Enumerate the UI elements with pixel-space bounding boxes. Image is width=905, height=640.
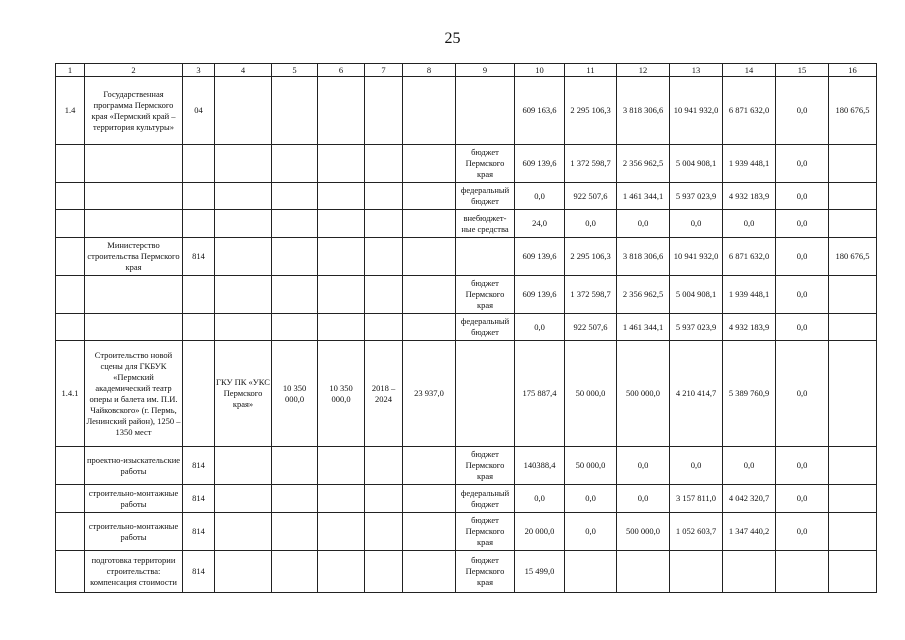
table-cell: 609 139,6: [515, 145, 565, 183]
table-cell: [56, 276, 85, 314]
table-cell: [365, 77, 403, 145]
table-cell: Строительство новой сцены для ГКБУК «Пермский академический театр оперы и балета им. П.И. Чайковского» (г. Пермь, Ленинский район), 1250 – 1350 мест: [85, 341, 183, 447]
table-cell: [215, 513, 272, 551]
table-cell: [56, 210, 85, 238]
table-cell: 0,0: [565, 513, 617, 551]
table-cell: 609 139,6: [515, 238, 565, 276]
table-cell: [403, 447, 456, 485]
table-cell: [85, 276, 183, 314]
table-cell: [272, 485, 318, 513]
table-cell: [365, 314, 403, 341]
table-cell: [829, 183, 877, 210]
table-cell: 0,0: [723, 447, 776, 485]
table-cell: 5 004 908,1: [670, 276, 723, 314]
table-cell: [56, 485, 85, 513]
table-cell: 3 818 306,6: [617, 77, 670, 145]
table-cell: федеральный бюджет: [456, 183, 515, 210]
column-header-9: 9: [456, 64, 515, 77]
table-cell: 0,0: [670, 447, 723, 485]
table-cell: [56, 513, 85, 551]
column-header-10: 10: [515, 64, 565, 77]
table-cell: [403, 210, 456, 238]
table-cell: 4 210 414,7: [670, 341, 723, 447]
table-cell: [272, 183, 318, 210]
table-cell: [318, 276, 365, 314]
table-row: [56, 145, 877, 183]
table-cell: [318, 238, 365, 276]
table-cell: [272, 238, 318, 276]
table-cell: [670, 551, 723, 593]
column-header-row: [56, 64, 877, 77]
table-cell: 1.4: [56, 77, 85, 145]
table-cell: [403, 485, 456, 513]
table-cell: [56, 314, 85, 341]
table-cell: подготовка территории строительства: компенсация стоимости: [85, 551, 183, 593]
table-cell: бюджет Пермского края: [456, 551, 515, 593]
table-cell: [318, 77, 365, 145]
table-cell: [403, 513, 456, 551]
table-cell: 2 295 106,3: [565, 77, 617, 145]
table-cell: 0,0: [723, 210, 776, 238]
table-cell: [565, 551, 617, 593]
table-cell: 0,0: [565, 210, 617, 238]
table-cell: [829, 210, 877, 238]
table-cell: [829, 314, 877, 341]
table-cell: 6 871 632,0: [723, 77, 776, 145]
table-cell: [456, 77, 515, 145]
table-cell: [215, 276, 272, 314]
table-cell: [403, 183, 456, 210]
table-cell: 922 507,6: [565, 183, 617, 210]
column-header-4: 4: [215, 64, 272, 77]
table-cell: [403, 551, 456, 593]
table-row: [56, 276, 877, 314]
table-row: [56, 447, 877, 485]
table-cell: [215, 485, 272, 513]
column-header-12: 12: [617, 64, 670, 77]
table-cell: ГКУ ПК «УКС Пермского края»: [215, 341, 272, 447]
budget-table: [55, 63, 877, 593]
table-cell: 4 932 183,9: [723, 314, 776, 341]
table-cell: [403, 314, 456, 341]
table-cell: 5 004 908,1: [670, 145, 723, 183]
table-cell: 0,0: [617, 447, 670, 485]
table-cell: 2 356 962,5: [617, 145, 670, 183]
table-cell: 4 042 320,7: [723, 485, 776, 513]
table-cell: 0,0: [617, 485, 670, 513]
table-cell: 814: [183, 447, 215, 485]
table-cell: 1 052 603,7: [670, 513, 723, 551]
table-cell: 50 000,0: [565, 341, 617, 447]
table-cell: [365, 485, 403, 513]
table-cell: [318, 183, 365, 210]
table-cell: 10 350 000,0: [272, 341, 318, 447]
table-cell: [318, 485, 365, 513]
table-cell: федеральный бюджет: [456, 485, 515, 513]
table-cell: [272, 314, 318, 341]
table-cell: [318, 551, 365, 593]
table-cell: 140388,4: [515, 447, 565, 485]
table-cell: 0,0: [776, 341, 829, 447]
table-cell: [215, 238, 272, 276]
table-cell: [365, 210, 403, 238]
column-header-15: 15: [776, 64, 829, 77]
table-cell: 1 461 344,1: [617, 314, 670, 341]
table-cell: [365, 238, 403, 276]
table-cell: [365, 551, 403, 593]
table-cell: [215, 551, 272, 593]
table-cell: [365, 145, 403, 183]
table-cell: [365, 447, 403, 485]
table-cell: [403, 276, 456, 314]
table-cell: 500 000,0: [617, 513, 670, 551]
table-cell: [723, 551, 776, 593]
table-row: [56, 314, 877, 341]
table-cell: 814: [183, 238, 215, 276]
table-cell: 6 871 632,0: [723, 238, 776, 276]
table-cell: 4 932 183,9: [723, 183, 776, 210]
table-cell: 814: [183, 551, 215, 593]
table-cell: 814: [183, 485, 215, 513]
column-header-5: 5: [272, 64, 318, 77]
table-cell: строительно-монтажные работы: [85, 485, 183, 513]
table-cell: 1.4.1: [56, 341, 85, 447]
table-cell: 175 887,4: [515, 341, 565, 447]
table-cell: [272, 276, 318, 314]
table-cell: 0,0: [776, 447, 829, 485]
table-cell: 10 941 932,0: [670, 238, 723, 276]
table-cell: [183, 183, 215, 210]
table-cell: [215, 145, 272, 183]
table-cell: [318, 145, 365, 183]
table-cell: [318, 513, 365, 551]
table-cell: 1 461 344,1: [617, 183, 670, 210]
column-header-2: 2: [85, 64, 183, 77]
table-cell: 2018 – 2024: [365, 341, 403, 447]
table-cell: 0,0: [515, 314, 565, 341]
table-cell: 0,0: [776, 183, 829, 210]
table-cell: [829, 145, 877, 183]
table-cell: [456, 341, 515, 447]
table-cell: [183, 210, 215, 238]
table-cell: 04: [183, 77, 215, 145]
table-cell: [272, 77, 318, 145]
table-cell: 609 139,6: [515, 276, 565, 314]
table-cell: [183, 341, 215, 447]
table-cell: [365, 513, 403, 551]
table-cell: бюджет Пермского края: [456, 513, 515, 551]
table-row: [56, 238, 877, 276]
table-cell: 2 295 106,3: [565, 238, 617, 276]
table-cell: [456, 238, 515, 276]
table-cell: [56, 145, 85, 183]
column-header-6: 6: [318, 64, 365, 77]
table-cell: бюджет Пермского края: [456, 447, 515, 485]
table-cell: 0,0: [515, 183, 565, 210]
table-cell: [829, 551, 877, 593]
table-cell: 922 507,6: [565, 314, 617, 341]
table-cell: 1 372 598,7: [565, 276, 617, 314]
table-cell: [85, 210, 183, 238]
table-cell: [403, 77, 456, 145]
table-row: [56, 77, 877, 145]
table-cell: 15 499,0: [515, 551, 565, 593]
table-cell: 180 676,5: [829, 238, 877, 276]
table-cell: 1 939 448,1: [723, 276, 776, 314]
table-cell: 609 163,6: [515, 77, 565, 145]
table-cell: [403, 145, 456, 183]
table-cell: [215, 183, 272, 210]
table-cell: 0,0: [776, 77, 829, 145]
table-cell: [183, 276, 215, 314]
table-cell: 500 000,0: [617, 341, 670, 447]
table-cell: 5 389 760,9: [723, 341, 776, 447]
table-cell: [183, 145, 215, 183]
column-header-16: 16: [829, 64, 877, 77]
table-cell: строительно-монтажные работы: [85, 513, 183, 551]
table-cell: 10 350 000,0: [318, 341, 365, 447]
table-cell: 0,0: [617, 210, 670, 238]
column-header-1: 1: [56, 64, 85, 77]
table-cell: [215, 447, 272, 485]
table-cell: [365, 183, 403, 210]
table-cell: 0,0: [776, 145, 829, 183]
table-row: [56, 210, 877, 238]
table-cell: бюджет Пермского края: [456, 145, 515, 183]
table-row: [56, 513, 877, 551]
table-cell: [215, 77, 272, 145]
table-cell: 1 939 448,1: [723, 145, 776, 183]
table-cell: [56, 551, 85, 593]
table-cell: 20 000,0: [515, 513, 565, 551]
table-cell: [272, 551, 318, 593]
table-cell: [829, 485, 877, 513]
table-cell: 0,0: [776, 485, 829, 513]
column-header-3: 3: [183, 64, 215, 77]
table-cell: 0,0: [776, 210, 829, 238]
table-cell: 0,0: [776, 513, 829, 551]
table-cell: 3 157 811,0: [670, 485, 723, 513]
table-cell: Министерство строительства Пермского края: [85, 238, 183, 276]
table-cell: проектно-изыскательские работы: [85, 447, 183, 485]
table-cell: [85, 145, 183, 183]
table-cell: 0,0: [776, 238, 829, 276]
table-cell: [318, 314, 365, 341]
table-cell: [272, 145, 318, 183]
table-cell: 0,0: [776, 276, 829, 314]
table-cell: 1 347 440,2: [723, 513, 776, 551]
table-cell: [776, 551, 829, 593]
table-cell: 2 356 962,5: [617, 276, 670, 314]
table-cell: [215, 210, 272, 238]
table-cell: [272, 210, 318, 238]
table-cell: [829, 513, 877, 551]
table-cell: [272, 513, 318, 551]
table-cell: [318, 210, 365, 238]
table-cell: 5 937 023,9: [670, 314, 723, 341]
table-cell: [318, 447, 365, 485]
table-cell: [403, 238, 456, 276]
table-cell: [215, 314, 272, 341]
table-cell: [56, 183, 85, 210]
table-cell: бюджет Пермского края: [456, 276, 515, 314]
table-cell: [829, 447, 877, 485]
column-header-7: 7: [365, 64, 403, 77]
table-cell: [85, 314, 183, 341]
table-cell: [85, 183, 183, 210]
table-cell: [617, 551, 670, 593]
column-header-8: 8: [403, 64, 456, 77]
column-header-11: 11: [565, 64, 617, 77]
table-cell: 3 818 306,6: [617, 238, 670, 276]
table-cell: [829, 341, 877, 447]
table-cell: 23 937,0: [403, 341, 456, 447]
table-cell: внебюджет-ные средства: [456, 210, 515, 238]
table-cell: Государственная программа Пермского края «Пермский край – территория культуры»: [85, 77, 183, 145]
column-header-14: 14: [723, 64, 776, 77]
column-header-13: 13: [670, 64, 723, 77]
page-number: 25: [444, 30, 461, 47]
table-cell: 0,0: [515, 485, 565, 513]
table-cell: [829, 276, 877, 314]
table-cell: 814: [183, 513, 215, 551]
table-cell: [56, 447, 85, 485]
table-cell: 180 676,5: [829, 77, 877, 145]
table-cell: 0,0: [670, 210, 723, 238]
table-cell: 1 372 598,7: [565, 145, 617, 183]
table-cell: 0,0: [776, 314, 829, 341]
table-cell: [56, 238, 85, 276]
table-cell: [272, 447, 318, 485]
table-cell: федеральный бюджет: [456, 314, 515, 341]
table-cell: 24,0: [515, 210, 565, 238]
table-cell: 10 941 932,0: [670, 77, 723, 145]
table-cell: [183, 314, 215, 341]
table-cell: 5 937 023,9: [670, 183, 723, 210]
table-cell: 50 000,0: [565, 447, 617, 485]
table-row: [56, 551, 877, 593]
table-cell: [365, 276, 403, 314]
table-row: [56, 341, 877, 447]
table-row: [56, 183, 877, 210]
table-row: [56, 485, 877, 513]
table-cell: 0,0: [565, 485, 617, 513]
